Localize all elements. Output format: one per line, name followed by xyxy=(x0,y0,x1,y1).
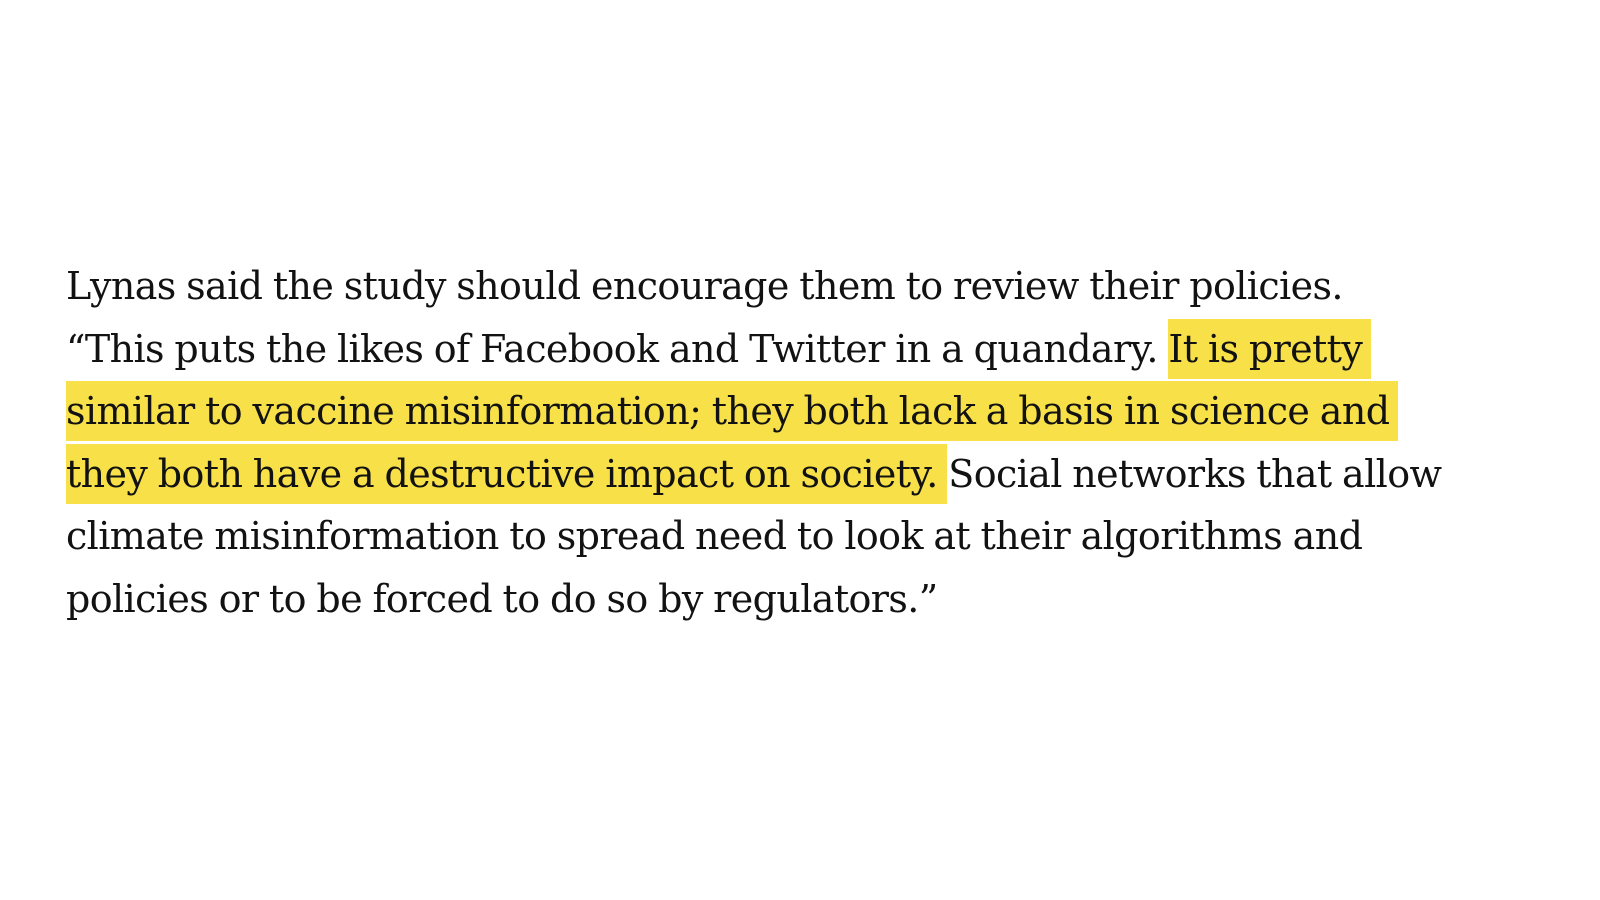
text-segment: Lynas said the study should encourage them to review their policies. xyxy=(66,264,1343,308)
paragraph-line-3 xyxy=(66,380,1546,443)
highlighted-quote-segment: they both have a destructive impact on society. xyxy=(66,444,947,504)
paragraph-line-4 xyxy=(66,443,1546,506)
paragraph-line-5 xyxy=(66,505,1546,568)
text-segment: climate misinformation to spread need to look at their algorithms and xyxy=(66,514,1363,558)
highlighted-quote-segment: similar to vaccine misinformation; they both lack a basis in science and xyxy=(66,381,1398,441)
text-segment: policies or to be forced to do so by regulators.” xyxy=(66,576,938,621)
highlighted-quote-segment: It is pretty xyxy=(1168,319,1371,379)
paragraph-line-1 xyxy=(66,255,1546,318)
paragraph-line-2 xyxy=(66,318,1546,381)
text-segment: Social networks that allow xyxy=(937,451,1442,496)
article-paragraph xyxy=(66,255,1546,630)
text-segment: “This puts the likes of Facebook and Twitter in a quandary. xyxy=(66,326,1169,371)
paragraph-line-6 xyxy=(66,568,1546,631)
